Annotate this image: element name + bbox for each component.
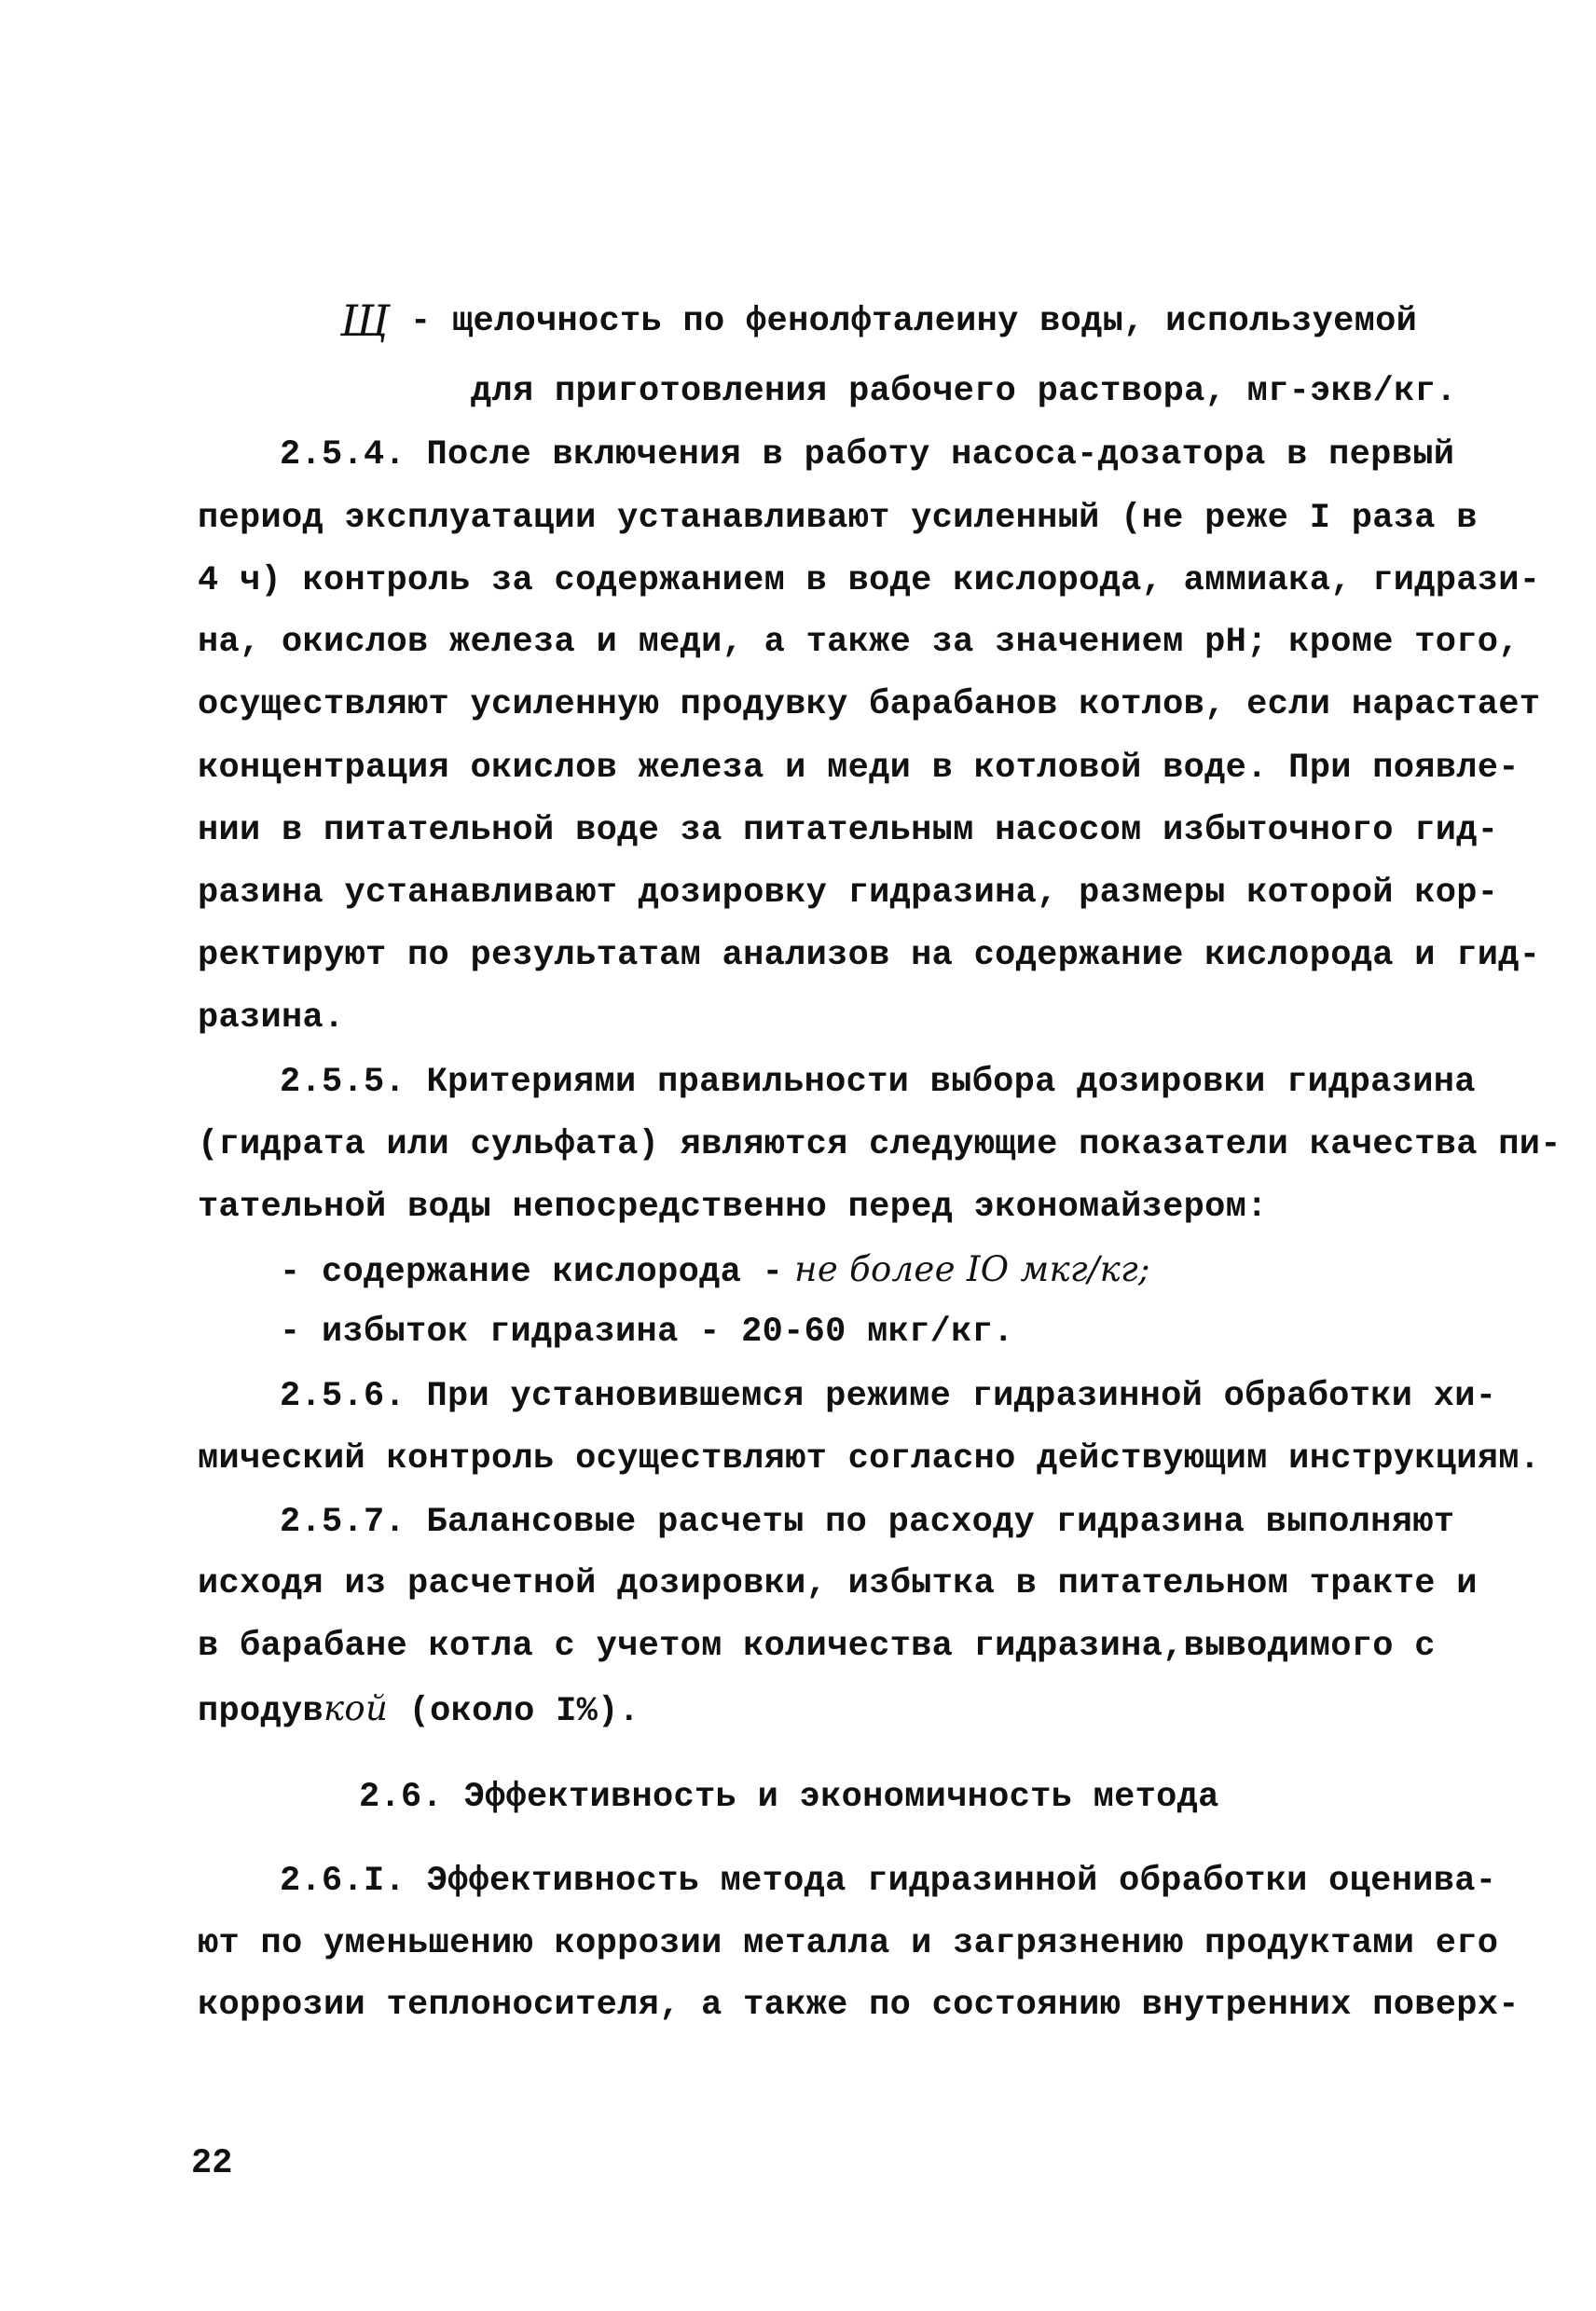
p255-line-2: (гидрата или сульфата) являются следующие показатели качества пи-: [198, 1125, 1562, 1164]
definition-line-1: - щелочность по фенолфталеину воды, используемой: [410, 302, 1418, 341]
p255-line-3: тательной воды непосредственно перед экономайзером:: [198, 1188, 1268, 1227]
p261-line-2: ют по уменьшению коррозии металла и загрязнению продуктами его: [198, 1924, 1499, 1963]
p261-line-1: 2.6.I. Эффективность метода гидразинной обработки оценива-: [280, 1862, 1497, 1901]
p257-line-4-before: продув: [198, 1692, 324, 1731]
p257-line-4: [198, 1687, 640, 1733]
p254-line-10: разина.: [198, 998, 345, 1038]
page-number: 22: [191, 2144, 233, 2183]
criterion-hydrazine: - избыток гидразина - 20-60 мкг/кг.: [280, 1313, 1014, 1352]
p254-line-8: разина устанавливают дозировку гидразина, размеры которой кор-: [198, 874, 1499, 913]
section-heading: 2.6. Эффективность и экономичность метода: [359, 1778, 1219, 1817]
p254-line-3: 4 ч) контроль за содержанием в воде кислорода, аммиака, гидрази-: [198, 561, 1541, 600]
p261-line-3: коррозии теплоносителя, а также по состоянию внутренних поверх-: [198, 1986, 1520, 2025]
p254-line-4: на, окислов железа и меди, а также за значением рН; кроме того,: [198, 623, 1520, 662]
p254-line-1: 2.5.4. После включения в работу насоса-дозатора в первый: [280, 435, 1455, 475]
p257-line-4-handwritten: кой: [323, 1688, 389, 1728]
definition-line-2: для приготовления рабочего раствора, мг-экв/кг.: [471, 372, 1457, 411]
p254-line-6: концентрация окислов железа и меди в котловой воде. При появле-: [198, 749, 1520, 788]
p254-line-9: ректируют по результатам анализов на содержание кислорода и гид-: [198, 936, 1541, 975]
p256-line-2: мический контроль осуществляют согласно действующим инструкциям.: [198, 1439, 1541, 1479]
p255-line-1: 2.5.5. Критериями правильности выбора дозировки гидразина: [280, 1063, 1476, 1102]
criterion-oxygen-typed: - содержание кислорода -: [280, 1253, 784, 1292]
p257-line-3: в барабане котла с учетом количества гидразина,выводимого с: [198, 1627, 1436, 1666]
criterion-oxygen: [280, 1248, 1150, 1294]
p254-line-5: осуществляют усиленную продувку барабанов котлов, если нарастает: [198, 685, 1541, 724]
p254-line-2: период эксплуатации устанавливают усиленный (не реже I раза в: [198, 499, 1478, 538]
alkalinity-symbol: Щ: [340, 296, 390, 346]
p257-line-1: 2.5.7. Балансовые расчеты по расходу гидразина выполняют: [280, 1503, 1455, 1542]
p254-line-7: нии в питательной воде за питательным насосом избыточного гид-: [198, 811, 1499, 850]
p257-line-4-after: (около I%).: [388, 1692, 640, 1731]
criterion-oxygen-handwritten: не более IO мкг/кг;: [783, 1249, 1150, 1289]
p257-line-2: исходя из расчетной дозировки, избытка в питательном тракте и: [198, 1564, 1478, 1603]
p256-line-1: 2.5.6. При установившемся режиме гидразинной обработки хи-: [280, 1377, 1497, 1416]
